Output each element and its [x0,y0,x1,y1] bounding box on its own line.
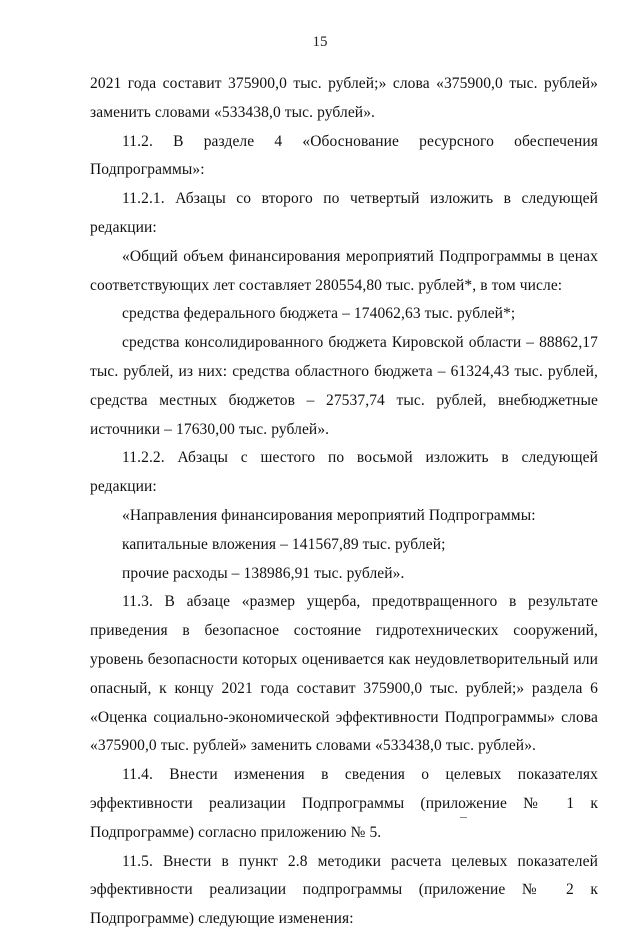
paragraph-11-3: 11.3. В абзаце «размер ущерба, предотвращенного в результате приведения в безопасное состояние гидротехнических сооружений, уровень безопасности которых оценивается как неудовлетворительный или опасный, к концу 2021 года составит 375900,0 тыс. рублей;» раздела 6 «Оценка социально-экономической эффективности Подпрограммы» слова «375900,0 тыс. рублей» заменить словами «533438,0 тыс. рублей». [90,593,598,755]
paragraph-11-4: 11.4. Внести изменения в сведения о целевых показателях эффективности реализации Подпрограммы (приложение № 1 к Подпрограмме) согласно приложению № 5. [90,766,598,841]
paragraph-11-2: 11.2. В разделе 4 «Обоснование ресурсного обеспечения Подпрограммы»: [90,132,598,179]
quote-financing-directions: «Направления финансирования мероприятий Подпрограммы: [122,506,536,524]
quote-federal-budget: средства федерального бюджета – 174062,63 тыс. рублей*; [122,305,516,323]
quote-total-financing: «Общий объем финансирования мероприятий Подпрограммы в ценах соответствующих лет составляет 280554,80 тыс. рублей*, в том числе: [90,247,598,294]
quote-other-expenses: прочие расходы – 138986,91 тыс. рублей». [122,564,405,582]
paragraph-11-2-2: 11.2.2. Абзацы с шестого по восьмой изложить в следующей редакции: [90,449,598,496]
scan-mark [460,817,467,818]
paragraph-11-2-1: 11.2.1. Абзацы со второго по четвертый изложить в следующей редакции: [90,190,598,236]
paragraph-11-5: 11.5. Внести в пункт 2.8 методики расчета целевых показателей эффективности реализации подпрограммы (приложение № 2 к Подпрограмме) следующие изменения: [90,852,598,928]
page-number: 15 [312,34,328,50]
paragraph-continuation: 2021 года составит 375900,0 тыс. рублей;» слова «375900,0 тыс. рублей» заменить словами «533438,0 тыс. рублей». [90,75,598,121]
quote-consolidated-budget: средства консолидированного бюджета Кировской области – 88862,17 тыс. рублей, из них: средства областного бюджета – 61324,43 тыс. рублей, средства местных бюджетов – 27537,74 тыс. рублей, внебюджетные источники – 17630,00 тыс. рублей». [90,334,598,438]
quote-capital-investments: капитальные вложения – 141567,89 тыс. рублей; [122,535,446,553]
document-body [90,70,598,934]
